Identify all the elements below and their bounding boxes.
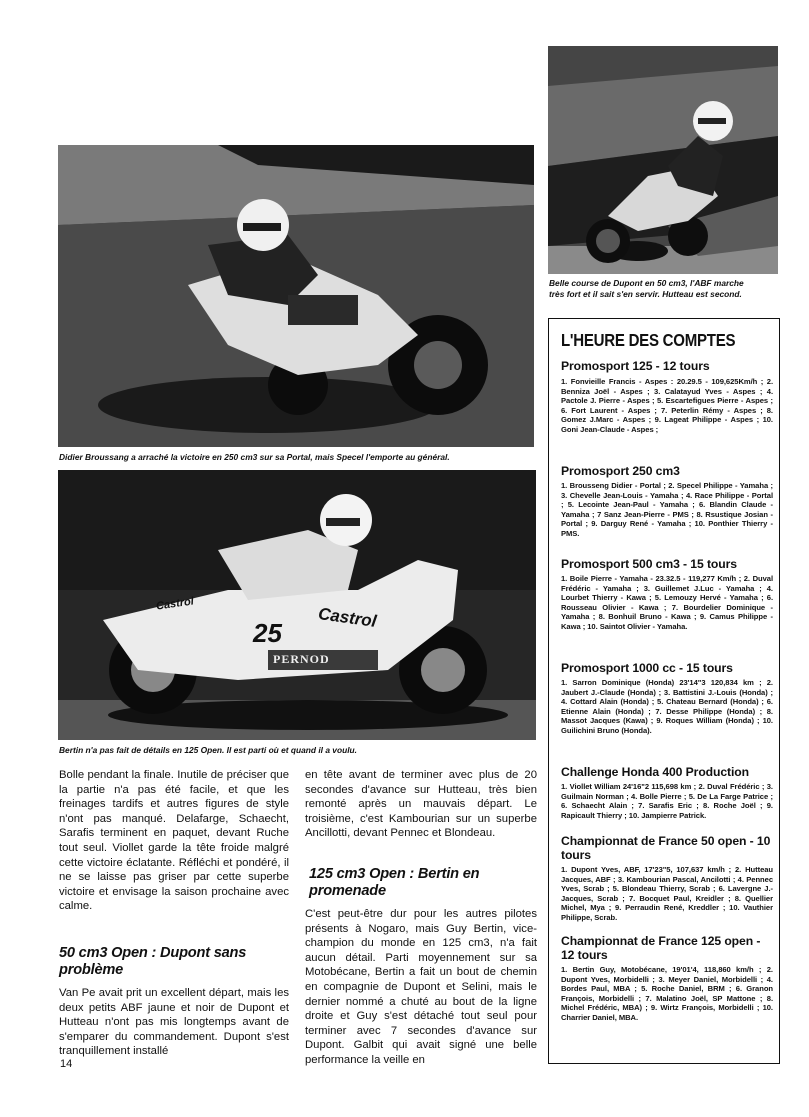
- caption-bottom: Bertin n'a pas fait de détails en 125 Open. Il est parti où et quand il a voulu.: [59, 745, 357, 755]
- sponsor-castrol-fairing: Castrol: [317, 604, 378, 631]
- caption-main: Didier Broussang a arraché la victoire en 250 cm3 sur sa Portal, mais Specel l'emporte au général.: [59, 452, 450, 462]
- results-section-promosport-500: [561, 557, 773, 632]
- heading-50cc-open: 50 cm3 Open : Dupont sans problème: [59, 945, 247, 978]
- results-section-text: 1. Dupont Yves, ABF, 17'23"5, 107,637 km/h ; 2. Hutteau Jacques, ABF ; 3. Kambourian Pascal, Ancilotti ; 4. Pennec Yves, Scrab ; 5. Blondeau Thierry, Scrab ; 6. Lavergne J.-Jacques, Scrab ; 7. Bocquet Paul, Kreidler ; 8. Quellier Michel, Mya ; 9. Perraudin René, Kreddler ; 10. Vauthier Philippe, Scrab.: [561, 865, 773, 922]
- results-box-title: L'HEURE DES COMPTES: [561, 330, 736, 350]
- results-section-text: 1. Sarron Dominique (Honda) 23'14"3 120,834 km ; 2. Jaubert J.-Claude (Honda) ; 3. Battistini J.-Louis (Honda) ; 4. Cottard Alain (Honda) ; 5. Chateau Bernard (Honda) ; 6. Etienne Alain (Honda) ; 7. Desse Philippe (Honda) ; 8. Massot Jacques (Kawa) ; 9. Roques William (Honda) ; 10. Guilichini Bruno (Honda).: [561, 678, 773, 735]
- results-section-title: Championnat de France 50 open - 10 tours: [561, 834, 771, 862]
- results-section-promosport-125: [561, 359, 773, 435]
- results-section-title: Challenge Honda 400 Production: [561, 765, 749, 779]
- photo-dupont-50cc: [548, 46, 778, 274]
- plate-number: 25: [253, 618, 282, 648]
- results-section-text: 1. Fonvieille Francis - Aspes : 20.29.5 - 109,625Km/h ; 2. Benniza Joël - Aspes ; 3. Calatayud Yves - Aspes ; 4. Pactole J. Pierre - Aspes ; 5. Escartefigues Pierre - Aspes ; 6. Fort Laurent - Aspes ; 7. Peterlin Rémy - Aspes ; 8. Gomez J.Marc - Aspes ; 9. Lageat Philippe - Aspes ; 10. Goni Jean-Claude - Aspes ;: [561, 377, 773, 434]
- results-section-title: Promosport 500 cm3 - 15 tours: [561, 557, 737, 571]
- article-col2-125cc: C'est peut-être dur pour les autres pilotes présents à Nogaro, mais Guy Bertin, vice-champion du monde en 125 cm3, n'a fait aucun détail. Parti moyennement sur sa Motobécane, Bertin a fait un bout de chemin en compagnie de Dupont et Selini, mais le dernier nommé a chuté au bout de la ligne droite et Guy s'est détaché tout seul pour terminer avec 7 secondes d'avance sur Dupont. Galbit qui avait signé une belle performance la veille en: [305, 908, 537, 1066]
- results-section-honda-400: [561, 765, 773, 820]
- results-section-text: 1. Viollet William 24'16"2 115,698 km ; 2. Duval Frédéric ; 3. Guilmain Norman ; 4. Bolle Pierre ; 5. De La Farge Patrice ; 6. Schaecht Alain ; 7. Sarafis Eric ; 8. Roche Joël ; 9. Rapicault Thierry ; 10. Jampierre Patrick.: [561, 782, 773, 820]
- results-section-text: 1. Bertin Guy, Motobécane, 19'01'4, 118,860 km/h ; 2. Dupont Yves, Morbidelli ; 3. Meyer Daniel, Morbidelli ; 4. Bordes Paul, MBA ; 5. Roche Daniel, BRM ; 6. Granon François, Morbidelli ; 7. Malatino Joël, SP Mattone ; 8. Michel Frédéric, MBA) ; 9. Wirtz François, Morbidelli ; 10. Charrier Daniel, MBA.: [561, 965, 773, 1022]
- results-section-title: Promosport 125 - 12 tours: [561, 359, 710, 373]
- results-section-promosport-1000: [561, 661, 773, 736]
- results-section-text: 1. Brousseng Didier - Portal ; 2. Specel Philippe - Yamaha ; 3. Chevelle Jean-Louis - Yamaha ; 4. Race Philippe - Portal ; 5. Lecointe Jean-Paul - Yamaha ; 6. Blandin Claude - Yamaha ; 7 Sanz Jean-Pierre - PMS ; 8. Rsustique Josian - Portal ; 9. Darguy René - Yamaha ; 10. Ponthier Thierry - PMS.: [561, 481, 773, 538]
- sponsor-castrol-tank: Castrol: [155, 595, 195, 613]
- results-section-title: Championnat de France 125 open - 12 tours: [561, 934, 761, 962]
- results-section-championnat-125: [561, 934, 773, 1023]
- article-col1-50cc: Van Pe avait prit un excellent départ, mais les deux petits ABF jaune et noir de Dupont et Hutteau n'ont pas mis longtemps avant de s'emparer du commandement. Dupont s'est tranquillement installé: [59, 987, 289, 1058]
- heading-125cc-open: 125 cm3 Open : Bertin en promenade: [309, 866, 480, 899]
- results-box: [548, 318, 780, 1064]
- caption-top-right: Belle course de Dupont en 50 cm3, l'ABF marche très fort et il sait s'en servir. Hutteau est second.: [549, 278, 744, 299]
- results-section-title: Promosport 1000 cc - 15 tours: [561, 661, 733, 675]
- photo-bertin-125: [58, 470, 536, 740]
- page-number: 14: [60, 1058, 73, 1070]
- results-section-text: 1. Boile Pierre - Yamaha - 23.32.5 - 119,277 Km/h ; 2. Duval Frédéric - Yamaha ; 3. Guillemet J.Luc - Yamaha ; 4. Lourbet Thierry - Kawa ; 5. Lemouzy Hervé - Yamaha ; 6. Rousseau Olivier - Kawa ; 7. Bourdelier Dominique - Yamaha ; 8. Bonhuil Bruno - Kawa ; 9. Camus Philippe - Kawa ; 10. Saintot Olivier - Yamaha.: [561, 574, 773, 631]
- article-col2-top: en tête avant de terminer avec plus de 20 secondes d'avance sur Hutteau, très bien remonté après un mauvais départ. Le troisième, c'est Kambourian sur un superbe Ancillotti, devant Pennec et Blondeau.: [305, 769, 537, 840]
- article-col1-intro: Bolle pendant la finale. Inutile de préciser que la partie n'a pas été facile, et que les freinages tardifs et autres figures de style n'ont pas manqué. Delafarge, Schaecht, Sarafis terminent en paquet, devant Ruche tout seul. Viollet garde la tête froide malgré cette victoire éclatante. Réfléchi et pondéré, il ne se laisse pas griser par cette superbe victoire et envisage la saison prochaine avec calme.: [59, 769, 289, 913]
- photo-broussang-250: [58, 145, 534, 447]
- results-section-championnat-50: [561, 834, 773, 923]
- results-section-promosport-250: [561, 464, 773, 539]
- results-section-title: Promosport 250 cm3: [561, 464, 680, 478]
- sponsor-pernod: PERNOD: [273, 652, 330, 666]
